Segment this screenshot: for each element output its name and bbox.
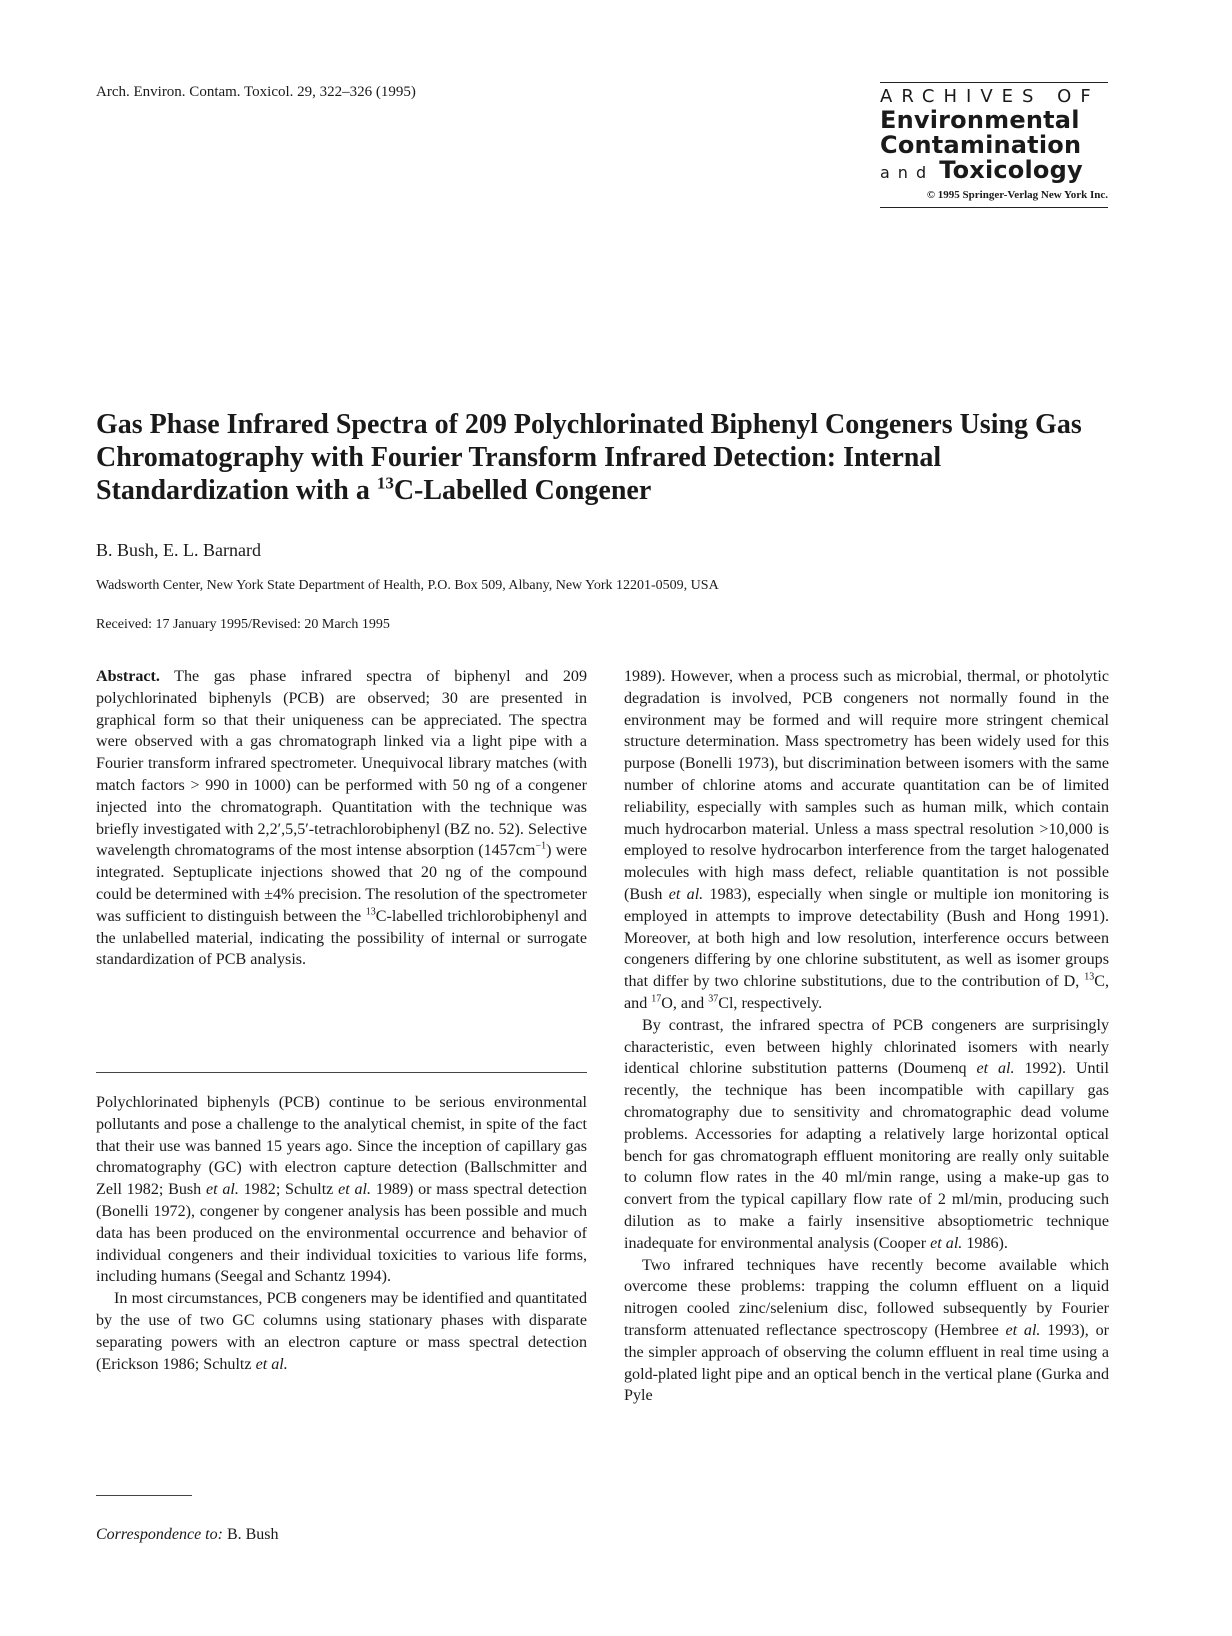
correspondence-footnote [96, 1526, 279, 1544]
right-column [624, 666, 1109, 1407]
logo-toxicology-word: Toxicology [939, 156, 1083, 184]
right-paragraph-3: Two infrared techniques have recently become available which overcome these problems: trapping the column effluent on a liquid nitrogen cooled zinc/selenium disc, followed subsequently by Fourier transform attenuated reflectance spectroscopy (Hembree et al. 1993), or the simpler approach of observing the column effluent in real time using a gold-plated light pipe and an optical bench in the vertical plane (Gurka and Pyle [624, 1256, 1109, 1405]
logo-bottom-rule [880, 207, 1108, 208]
title-text-1: Gas Phase Infrared Spectra of 209 Polychlorinated Biphenyl Congeners Using Gas Chromatography with Fourier Transform Infrared Detection: Internal Standardization with a [96, 409, 1082, 506]
abstract-label: Abstract. [96, 668, 160, 685]
correspondence-label: Correspondence to: [96, 1526, 223, 1543]
title-text-2: C-Labelled Congener [393, 475, 652, 506]
title-superscript: 13 [376, 473, 394, 493]
abstract [96, 666, 587, 971]
logo-line-toxicology [880, 158, 1108, 186]
abstract-text-2: ) were integrated. Septuplicate injections showed that 20 ng of the compound could be determined with ±4% precision. The resolution of the spectrometer was sufficient to distinguish between the [96, 842, 587, 925]
footnote-rule [96, 1495, 192, 1496]
intro-paragraph-1: Polychlorinated biphenyls (PCB) continue to be serious environmental pollutants and pose a challenge to the analytical chemist, in spite of the fact that their use was banned 15 years ago. Since the inception of capillary gas chromatography (GC) with electron capture detection (Ballschmitter and Zell 1982; Bush et al. 1982; Schultz et al. 1989) or mass spectral detection (Bonelli 1972), congener by congener analysis has been possible and much data has been produced on the environmental occurrence and behavior of individual congeners and their individual toxicities to various life forms, including humans (Seegal and Schantz 1994). [96, 1094, 587, 1286]
logo-top-rule [880, 82, 1108, 83]
affiliation: Wadsworth Center, New York State Department of Health, P.O. Box 509, Albany, New York 12201-0509, USA [96, 578, 719, 593]
abstract-text-1: The gas phase infrared spectra of biphenyl and 209 polychlorinated biphenyls (PCB) are observed; 30 are presented in graphical form so that their uniqueness can be appreciated. The spectra were observed with a gas chromatograph linked via a light pipe with a Fourier transform infrared spectrometer. Unequivocal library matches (with match factors > 990 in 1000) can be performed with 50 ng of a congener injected into the chromatograph. Quantitation with the technique was briefly investigated with 2,2′,5,5′-tetrachlorobiphenyl (BZ no. 52). Selective wavelength chromatograms of the most intense absorption (1457cm [96, 668, 587, 860]
intro-paragraph-2: In most circumstances, PCB congeners may be identified and quantitated by the use of two GC columns using stationary phases with disparate separating powers with an electron capture or mass spectral detection (Erickson 1986; Schultz et al. [96, 1290, 587, 1373]
correspondence-name: B. Bush [222, 1526, 279, 1543]
authors: B. Bush, E. L. Barnard [96, 540, 261, 560]
journal-citation: Arch. Environ. Contam. Toxicol. 29, 322–326 (1995) [96, 84, 416, 100]
logo-copyright: © 1995 Springer-Verlag New York Inc. [926, 189, 1108, 201]
article-title [96, 408, 1136, 507]
journal-logo [880, 82, 1108, 208]
intro-left-column [96, 1092, 587, 1375]
abstract-text-3: C-labelled trichlorobiphenyl and the unlabelled material, indicating the possibility of internal or surrogate standardization of PCB analysis. [96, 907, 587, 969]
abstract-sup-1: −1 [535, 841, 547, 853]
logo-line-archives: ARCHIVES OF [880, 86, 1100, 107]
abstract-sup-2: 13 [365, 906, 376, 918]
logo-and: and [880, 163, 935, 182]
logo-line-contamination: Contamination [880, 131, 1082, 159]
abstract-separator [96, 1072, 587, 1073]
logo-line-environmental: Environmental [880, 106, 1080, 134]
right-paragraph-1: 1989). However, when a process such as microbial, thermal, or photolytic degradation is involved, PCB congeners not normally found in the environment may be formed and will require more stringent chemical structure determination. Mass spectrometry has been widely used for this purpose (Bonelli 1973), but discrimination between isomers with the same number of chlorine atoms and accurate quantitation can be of limited reliability, especially with samples such as human milk, which contain much hydrocarbon material. Unless a mass spectral resolution >10,000 is employed to resolve hydrocarbon interference from the target halogenated molecules with high mass defect, reliable quantitation is not possible (Bush et al. 1983), especially when single or multiple ion monitoring is employed in attempts to improve detectability (Bush and Hong 1991). Moreover, at both high and low resolution, interference occurs between congeners differing by one chlorine substitutent, as well as isomer groups that differ by two chlorine substitutions, due to the contribution of D, $^{13}$C, and $^{17}$O, and $^{37}$Cl, respectively. [624, 668, 1109, 1012]
received-dates: Received: 17 January 1995/Revised: 20 March 1995 [96, 617, 390, 632]
right-paragraph-2: By contrast, the infrared spectra of PCB congeners are surprisingly characteristic, even between highly chlorinated isomers with nearly identical chlorine substitution patterns (Doumenq et al. 1992). Until recently, the technique has been incompatible with capillary gas chromatography due to sensitivity and chromatographic dead volume problems. Accessories for adapting a relatively large horizontal optical bench for gas chromatograph effluent monitoring are really only suitable to column flow rates in the 40 ml/min range, using a make-up gas to convert from the typical capillary flow rate of 2 ml/min, producing such dilution as to make a fairly insensitive absoptiometric technique inadequate for environmental analysis (Cooper et al. 1986). [624, 1016, 1110, 1252]
